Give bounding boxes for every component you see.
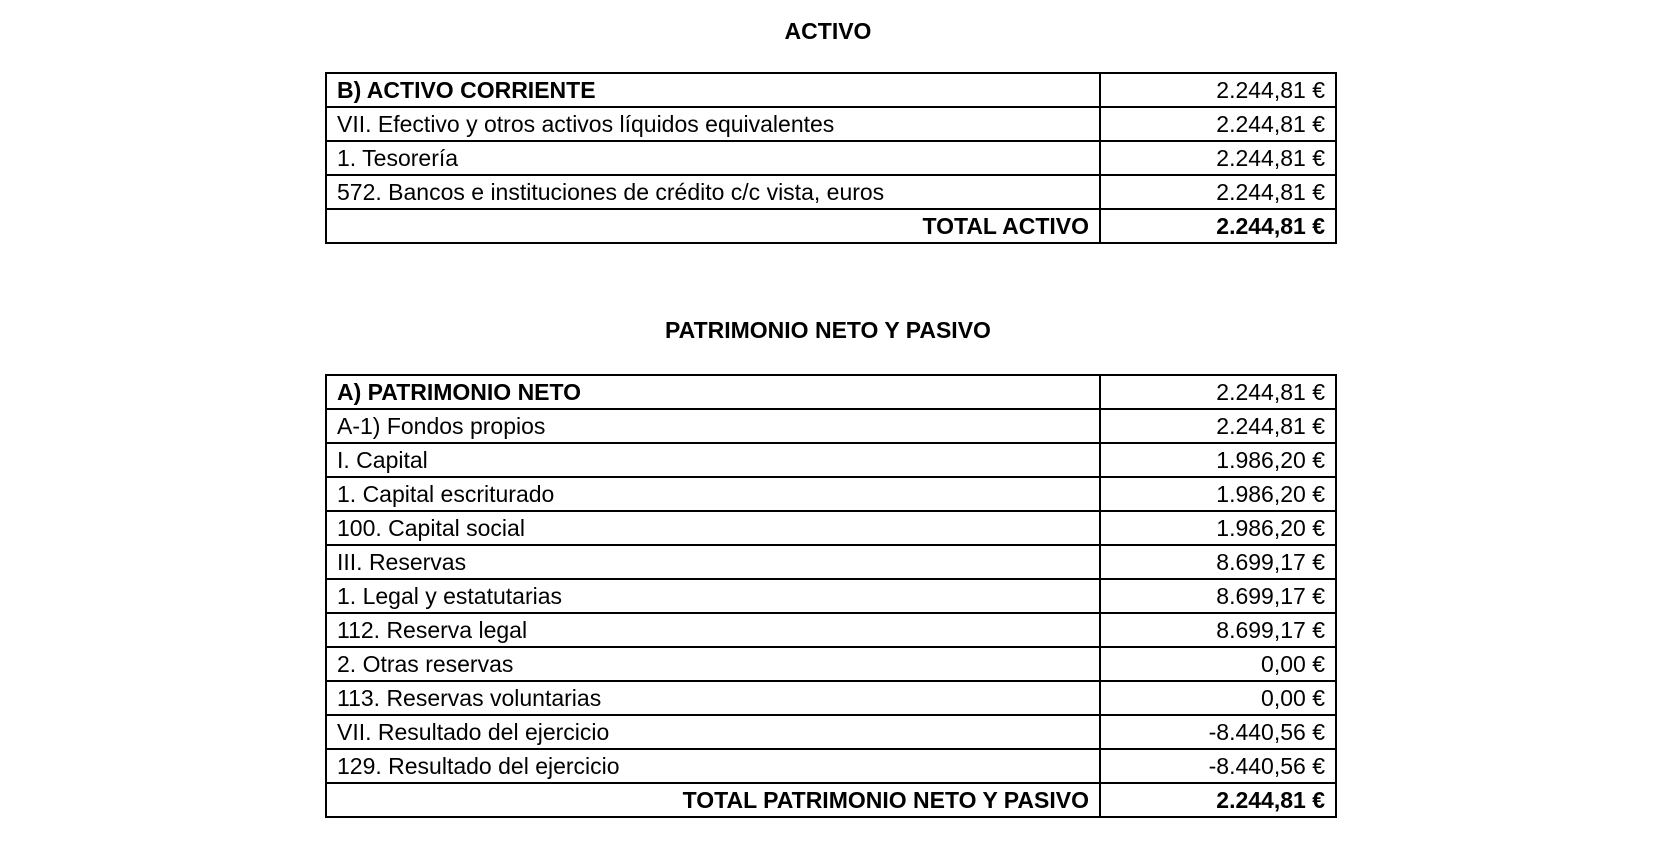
total-label: TOTAL ACTIVO bbox=[326, 209, 1100, 243]
table-row bbox=[326, 443, 1336, 477]
table-row bbox=[326, 579, 1336, 613]
row-amount: 2.244,81 € bbox=[1100, 73, 1336, 107]
table-row bbox=[326, 141, 1336, 175]
table-row bbox=[326, 375, 1336, 409]
row-amount: 2.244,81 € bbox=[1100, 141, 1336, 175]
row-amount: 2.244,81 € bbox=[1100, 409, 1336, 443]
total-label: TOTAL PATRIMONIO NETO Y PASIVO bbox=[326, 783, 1100, 817]
total-amount: 2.244,81 € bbox=[1100, 209, 1336, 243]
row-label: 1. Tesorería bbox=[326, 141, 1100, 175]
row-label: 113. Reservas voluntarias bbox=[326, 681, 1100, 715]
table-row bbox=[326, 107, 1336, 141]
table-row bbox=[326, 681, 1336, 715]
row-label: 129. Resultado del ejercicio bbox=[326, 749, 1100, 783]
row-label: A) PATRIMONIO NETO bbox=[326, 375, 1100, 409]
row-amount: 0,00 € bbox=[1100, 681, 1336, 715]
row-label: 572. Bancos e instituciones de crédito c/c vista, euros bbox=[326, 175, 1100, 209]
row-label: III. Reservas bbox=[326, 545, 1100, 579]
row-amount: 0,00 € bbox=[1100, 647, 1336, 681]
row-label: A-1) Fondos propios bbox=[326, 409, 1100, 443]
table-row bbox=[326, 715, 1336, 749]
table-row bbox=[326, 749, 1336, 783]
row-amount: 8.699,17 € bbox=[1100, 613, 1336, 647]
row-amount: 2.244,81 € bbox=[1100, 375, 1336, 409]
row-label: 1. Capital escriturado bbox=[326, 477, 1100, 511]
row-label: VII. Efectivo y otros activos líquidos equivalentes bbox=[326, 107, 1100, 141]
table-row bbox=[326, 613, 1336, 647]
table-row bbox=[326, 73, 1336, 107]
row-amount: 1.986,20 € bbox=[1100, 443, 1336, 477]
total-row bbox=[326, 209, 1336, 243]
row-label: 100. Capital social bbox=[326, 511, 1100, 545]
row-label: 112. Reserva legal bbox=[326, 613, 1100, 647]
activo-table bbox=[325, 72, 1337, 244]
total-row bbox=[326, 783, 1336, 817]
row-label: VII. Resultado del ejercicio bbox=[326, 715, 1100, 749]
table-row bbox=[326, 545, 1336, 579]
table-row bbox=[326, 477, 1336, 511]
row-label: B) ACTIVO CORRIENTE bbox=[326, 73, 1100, 107]
row-label: 2. Otras reservas bbox=[326, 647, 1100, 681]
total-amount: 2.244,81 € bbox=[1100, 783, 1336, 817]
row-amount: 1.986,20 € bbox=[1100, 477, 1336, 511]
table-row bbox=[326, 511, 1336, 545]
activo-title: ACTIVO bbox=[784, 18, 872, 44]
row-amount: 2.244,81 € bbox=[1100, 175, 1336, 209]
table-row bbox=[326, 175, 1336, 209]
pasivo-title: PATRIMONIO NETO Y PASIVO bbox=[665, 317, 991, 343]
pasivo-table bbox=[325, 374, 1337, 818]
table-row bbox=[326, 647, 1336, 681]
row-amount: 1.986,20 € bbox=[1100, 511, 1336, 545]
table-row bbox=[326, 409, 1336, 443]
row-amount: 8.699,17 € bbox=[1100, 579, 1336, 613]
row-amount: 2.244,81 € bbox=[1100, 107, 1336, 141]
row-label: 1. Legal y estatutarias bbox=[326, 579, 1100, 613]
row-amount: 8.699,17 € bbox=[1100, 545, 1336, 579]
row-label: I. Capital bbox=[326, 443, 1100, 477]
row-amount: -8.440,56 € bbox=[1100, 749, 1336, 783]
row-amount: -8.440,56 € bbox=[1100, 715, 1336, 749]
